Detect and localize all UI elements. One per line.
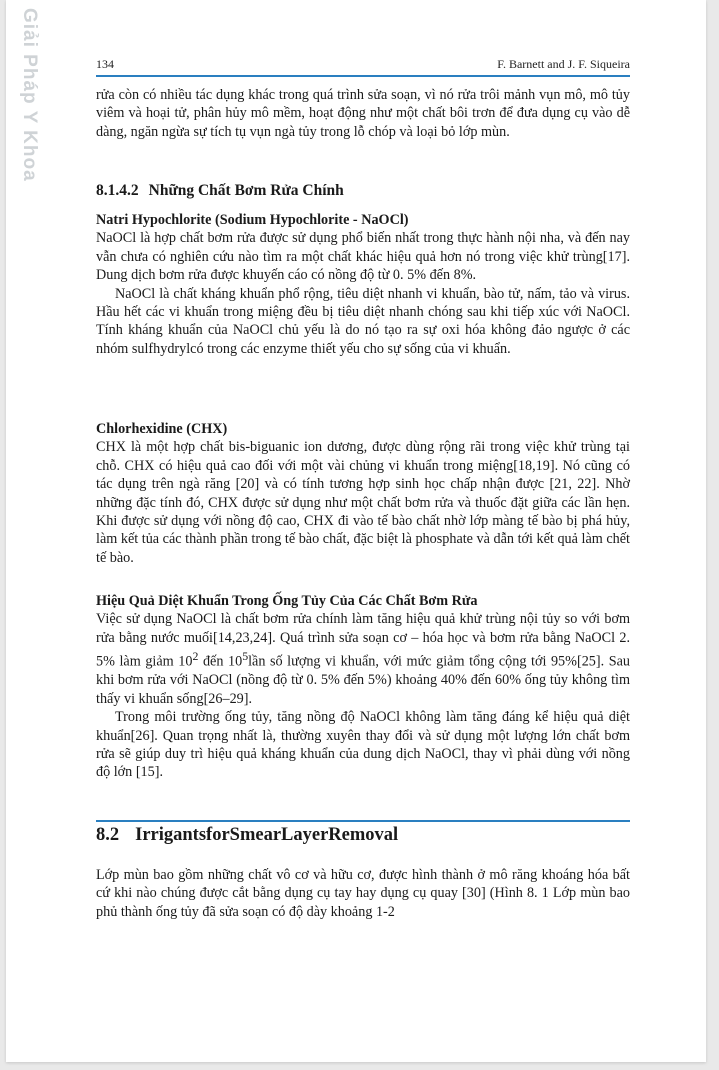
- watermark: Giải Pháp Y Khoa: [19, 8, 40, 182]
- section-heading-8-1-4-2: [96, 182, 630, 200]
- section-rule: [96, 820, 630, 822]
- page-number: 134: [96, 57, 114, 71]
- section-title: Những Chất Bơm Rửa Chính: [148, 182, 344, 199]
- section-8-2-paragraph: Lớp mùn bao gồm những chất vô cơ và hữu cơ, được hình thành ở mô răng khoáng hóa bất cứ khi nào chúng được cắt bằng dụng cụ tay hay dụng cụ quay [30] (Hình 8. 1 Lớp mùn bao phủ thành ống tủy đã sửa soạn có độ dày khoảng 1-2: [96, 867, 630, 920]
- naocl-paragraph-2: NaOCl là chất kháng khuẩn phổ rộng, tiêu diệt nhanh vi khuẩn, bào tử, nấm, tảo và virus. Hầu hết các vi khuẩn trong miệng đều bị tiêu diệt nhanh chóng sau khi tiếp xúc với NaOCl. Tính kháng khuẩn của NaOCl chủ yếu là do nó tạo ra sự oxi hóa không đảo ngược ở các nhóm sulfhydrylcó trong các enzyme thiết yếu cho sự sống của vi khuẩn.: [96, 285, 630, 357]
- section-heading-8-2: [96, 826, 630, 844]
- efficacy-paragraph-2: Trong môi trường ống tủy, tăng nồng độ NaOCl không làm tăng đáng kể hiệu quả diệt khuẩn[26]. Quan trọng nhất là, thường xuyên thay đổi và sử dụng một lượng lớn chất bơm rửa sẽ giúp duy trì hiệu quả kháng khuẩn của dung dịch NaOCl, thay vì phải dùng với nồng độ lớn [15].: [96, 709, 630, 781]
- section-number: 8.2: [96, 825, 120, 845]
- section-title: IrrigantsforSmearLayerRemoval: [135, 825, 399, 845]
- naocl-paragraph-1: NaOCl là hợp chất bơm rửa được sử dụng phổ biến nhất trong thực hành nội nha, và đến nay vẫn chưa có nghiên cứu nào tìm ra một chất khác hiệu quả hơn nó trong việc khử trùng[17]. Dung dịch bơm rửa được khuyến cáo có nồng độ từ 0. 5% đến 8%.: [96, 230, 630, 284]
- exponent: 2: [192, 649, 199, 664]
- efficacy-paragraph-1: Việc sử dụng NaOCl là chất bơm rửa chính làm tăng hiệu quả khử trùng nội tủy so với bơm rửa bằng nước muối[14,23,24]. Quá trình sửa soạn cơ – hóa học và bơm rửa bằng NaOCl 2. 5% làm giảm $10^2$ đến $10^5lần$ số lượng vi khuẩn, với mức giảm tổng cộng tới 95%[25]. Sau khi bơm rửa với NaOCl (nồng độ từ 0. 5% đến 5%) khoảng 40% đến 60% ống tủy không tìm thấy vi khuẩn sống[26–29].: [96, 611, 631, 707]
- chx-paragraph: CHX là một hợp chất bis-biguanic ion dương, được dùng rộng rãi trong việc khử trùng tại chỗ. CHX có hiệu quả cao đối với một vài chủng vi khuẩn trong miệng[18,19]. Nó cũng có tác dụng trên ngà răng [20] và có tính tương hợp sinh học chấp nhận được [21, 22]. Nhờ những đặc tính đó, CHX được sử dụng như một chất bơm rửa và thuốc đặt giữa các lần hẹn. Khi được sử dụng với nồng độ cao, CHX đi vào tế bào chất nhờ lớp màng tế bào bị phá hủy, làm kết tủa các thành phần trong tế bào chất, đặc biệt là phosphate và dẫn tới kết quả làm chết tế bào.: [96, 439, 630, 566]
- header-rule: [96, 75, 630, 77]
- chx-heading: Chlorhexidine (CHX): [96, 421, 228, 437]
- efficacy-heading: Hiệu Quả Diệt Khuẩn Trong Ống Tủy Của Các Chất Bơm Rửa: [96, 593, 478, 609]
- exponent: 5: [242, 649, 249, 664]
- running-header: [96, 55, 630, 73]
- section-number: 8.1.4.2: [96, 182, 139, 199]
- naocl-heading: Natri Hypochlorite (Sodium Hypochlorite - NaOCl): [96, 212, 409, 228]
- running-authors: F. Barnett and J. F. Siqueira: [497, 57, 630, 71]
- intro-block: [96, 86, 630, 141]
- naocl-block: [96, 211, 630, 358]
- section-8-2-block: [96, 866, 630, 921]
- chx-block: [96, 420, 630, 567]
- intro-paragraph: rửa còn có nhiều tác dụng khác trong quá trình sửa soạn, vì nó rửa trôi mảnh vụn mô, mô tủy viêm và hoại tử, phân hủy mô mềm, hoạt động như một chất bôi trơn để đưa dụng cụ vào dễ dàng, ngăn ngừa sự tích tụ vụn ngà tủy trong lỗ chóp và loại bỏ lớp mùn.: [96, 87, 630, 140]
- efficacy-block: [96, 592, 630, 782]
- document-page: [6, 0, 706, 1062]
